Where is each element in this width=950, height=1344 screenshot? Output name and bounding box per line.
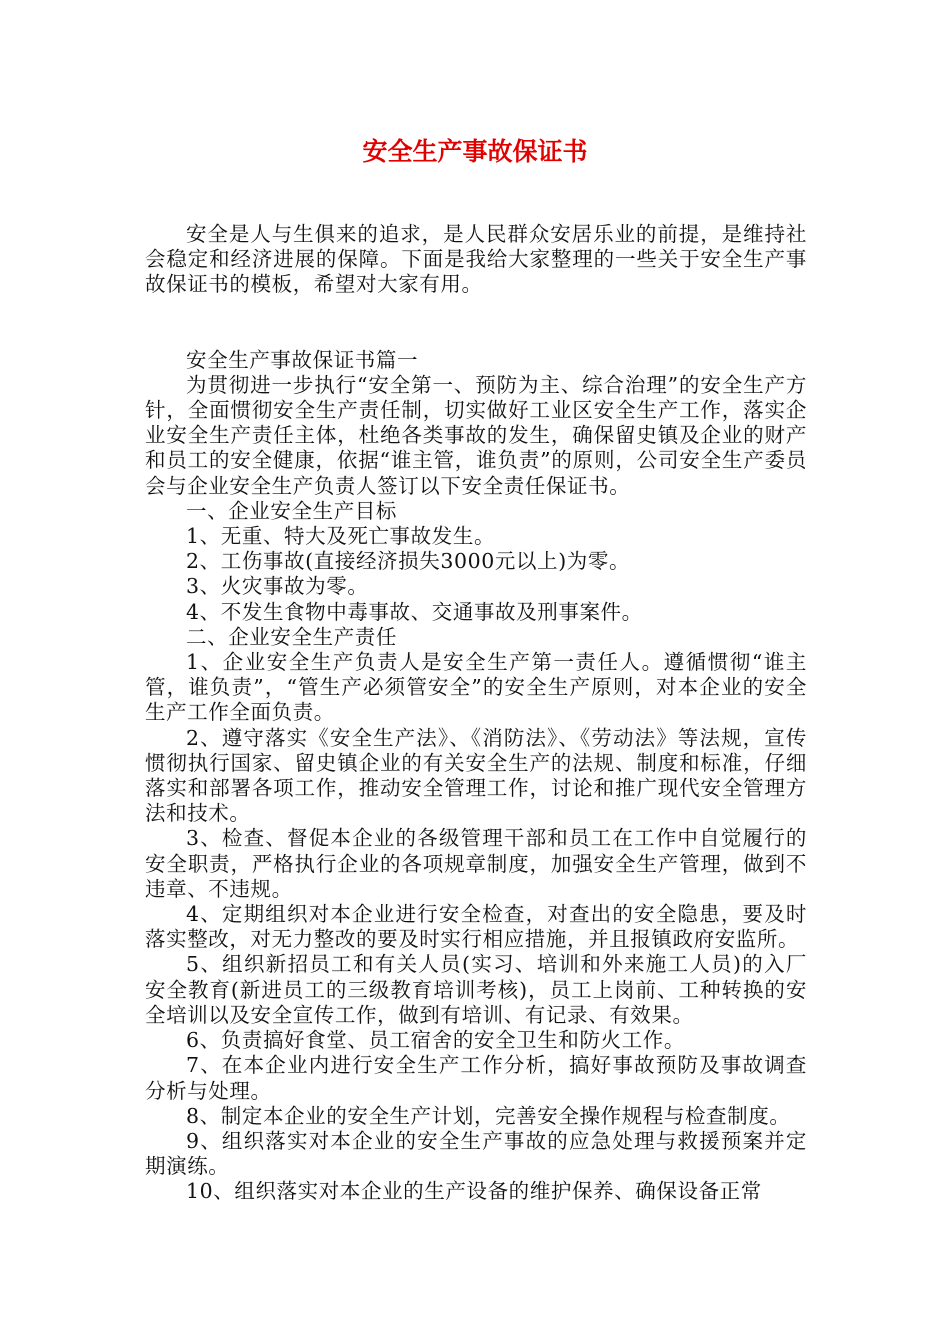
- list-item: 10、组织落实对本企业的生产设备的维护保养、确保设备正常: [186, 1179, 762, 1204]
- paragraph-spacer: [145, 298, 807, 348]
- list-item: 1、企业安全生产负责人是安全生产第一责任人。遵循惯彻“谁主管，谁负责”，“管生产必须管安全”的安全生产原则，对本企业的安全生产工作全面负责。: [145, 650, 807, 725]
- list-item: 4、不发生食物中毒事故、交通事故及刑事案件。: [186, 599, 643, 624]
- section-heading: 安全生产事故保证书篇一: [186, 347, 419, 372]
- list-item: 3、检查、督促本企业的各级管理干部和员工在工作中自觉履行的安全职责，严格执行企业的各项规章制度，加强安全生产管理，做到不违章、不违规。: [145, 826, 807, 901]
- list-item: 9、组织落实对本企业的安全生产事故的应急处理与救援预案并定期演练。: [145, 1128, 807, 1179]
- subsection-heading: 一、企业安全生产目标: [186, 498, 397, 523]
- list-item: 3、火灾事故为零。: [186, 574, 369, 599]
- list-item: 1、无重、特大及死亡事故发生。: [186, 524, 496, 549]
- list-item: 2、遵守落实《安全生产法》、《消防法》、《劳动法》等法规，宣传惯彻执行国家、留史镇企业的有关安全生产的法规、制度和标准，仔细落实和部署各项工作，推动安全管理工作，讨论和推广现代安全管理方法和技术。: [145, 725, 807, 826]
- document-body: [145, 222, 807, 1205]
- subsection-heading: 二、企业安全生产责任: [186, 624, 397, 649]
- body-paragraph: 为贯彻进一步执行“安全第一、预防为主、综合治理”的安全生产方针，全面惯彻安全生产责任制，切实做好工业区安全生产工作，落实企业安全生产责任主体，杜绝各类事故的发生，确保留史镇及企业的财产和员工的安全健康，依据“谁主管，谁负责”的原则，公司安全生产委员会与企业安全生产负责人签订以下安全责任保证书。: [145, 372, 807, 498]
- list-item: 4、定期组织对本企业进行安全检查，对查出的安全隐患，要及时落实整改，对无力整改的要及时实行相应措施，并且报镇政府安监所。: [145, 902, 807, 952]
- intro-paragraph: 安全是人与生俱来的追求，是人民群众安居乐业的前提，是维持社会稳定和经济进展的保障。下面是我给大家整理的一些关于安全生产事故保证书的模板，希望对大家有用。: [145, 222, 807, 297]
- list-item: 7、在本企业内进行安全生产工作分析，搞好事故预防及事故调查分析与处理。: [145, 1053, 807, 1103]
- list-item: 5、组织新招员工和有关人员(实习、培训和外来施工人员)的入厂安全教育(新进员工的三级教育培训考核)，员工上岗前、工种转换的安全培训以及安全宣传工作，做到有培训、有记录、有效果。: [145, 952, 807, 1027]
- list-item: 8、制定本企业的安全生产计划，完善安全操作规程与检查制度。: [186, 1103, 791, 1128]
- list-item: 6、负责搞好食堂、员工宿舍的安全卫生和防火工作。: [186, 1028, 685, 1053]
- document-title: 安全生产事故保证书: [362, 137, 588, 166]
- list-item: 2、工伤事故(直接经济损失3000元以上)为零。: [186, 549, 631, 574]
